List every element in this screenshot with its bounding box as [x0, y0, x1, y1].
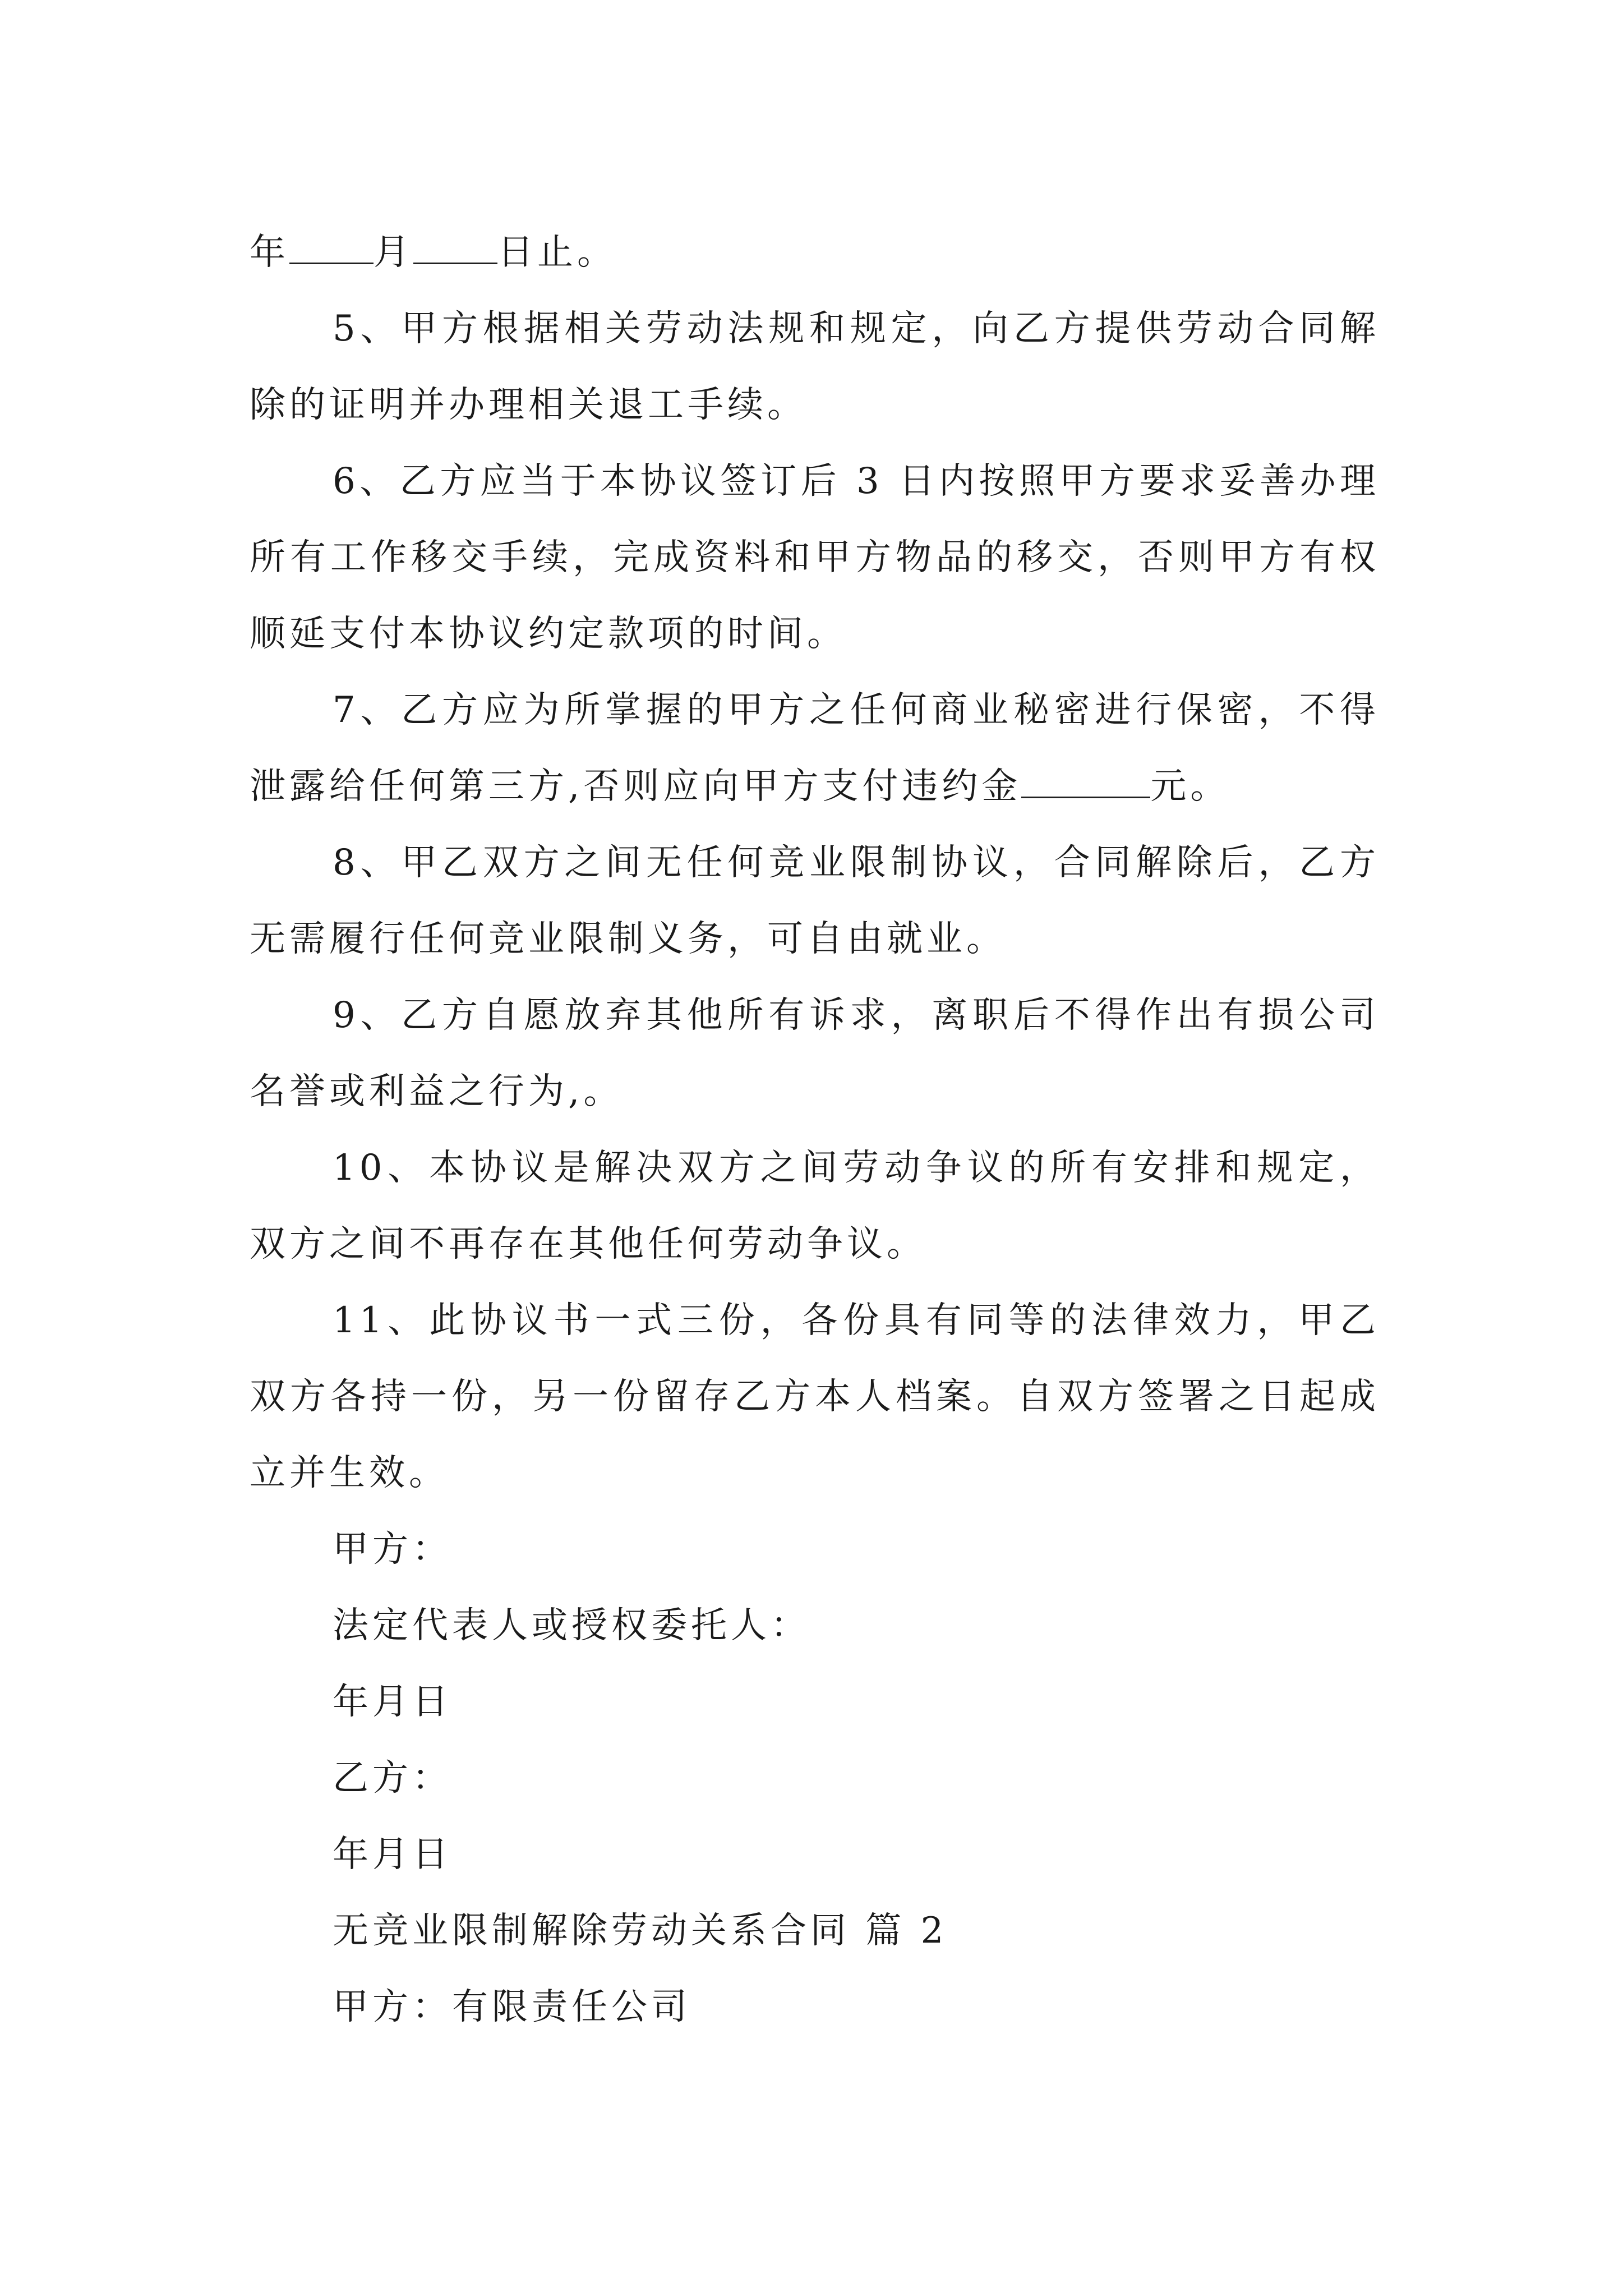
- representative-signature: 法定代表人或授权委托人：: [333, 1605, 810, 1646]
- clause-8: 8、甲乙双方之间无任何竞业限制协议，合同解除后，乙方无需履行任何竞业限制义务，可自由就业。: [250, 842, 1380, 960]
- party-b-signature: 乙方：: [333, 1757, 452, 1799]
- clause-7: [250, 672, 1380, 825]
- clause-5: 5、甲方根据相关劳动法规和规定，向乙方提供劳动合同解除的证明并办理相关退工手续。: [250, 308, 1380, 426]
- day-blank: [413, 230, 497, 264]
- day-label: 日止。: [497, 232, 617, 273]
- party-a-signature: 甲方：: [333, 1529, 452, 1570]
- section-2-title: 无竞业限制解除劳动关系合同 篇 2: [333, 1910, 948, 1952]
- clause-11: 11、此协议书一式三份，各份具有同等的法律效力，甲乙双方各持一份，另一份留存乙方本人档案。自双方签署之日起成立并生效。: [250, 1300, 1380, 1494]
- clause-6: 6、乙方应当于本协议签订后 3 日内按照甲方要求妥善办理所有工作移交手续，完成资料和甲方物品的移交，否则甲方有权顺延支付本协议约定款项的时间。: [250, 461, 1380, 655]
- date-line: [250, 214, 1380, 291]
- document-body: [250, 214, 1380, 2045]
- month-label: 月: [374, 232, 413, 273]
- section-2-party-a: 甲方：有限责任公司: [333, 1986, 691, 2028]
- clause-7-unit: 元。: [1150, 766, 1230, 807]
- clause-9: 9、乙方自愿放弃其他所有诉求，离职后不得作出有损公司名誉或利益之行为,。: [250, 995, 1380, 1112]
- clause-10: 10、本协议是解决双方之间劳动争议的所有安排和规定，双方之间不再存在其他任何劳动争议。: [250, 1147, 1380, 1265]
- party-a-date: 年月日: [333, 1681, 452, 1723]
- year-label: 年: [250, 232, 289, 273]
- penalty-amount-blank: [1021, 764, 1150, 798]
- month-blank: [289, 230, 374, 264]
- clause-7-text: 7、乙方应为所掌握的甲方之任何商业秘密进行保密，不得泄露给任何第三方,否则应向甲方支付违约金: [250, 689, 1380, 807]
- party-b-date: 年月日: [333, 1834, 452, 1875]
